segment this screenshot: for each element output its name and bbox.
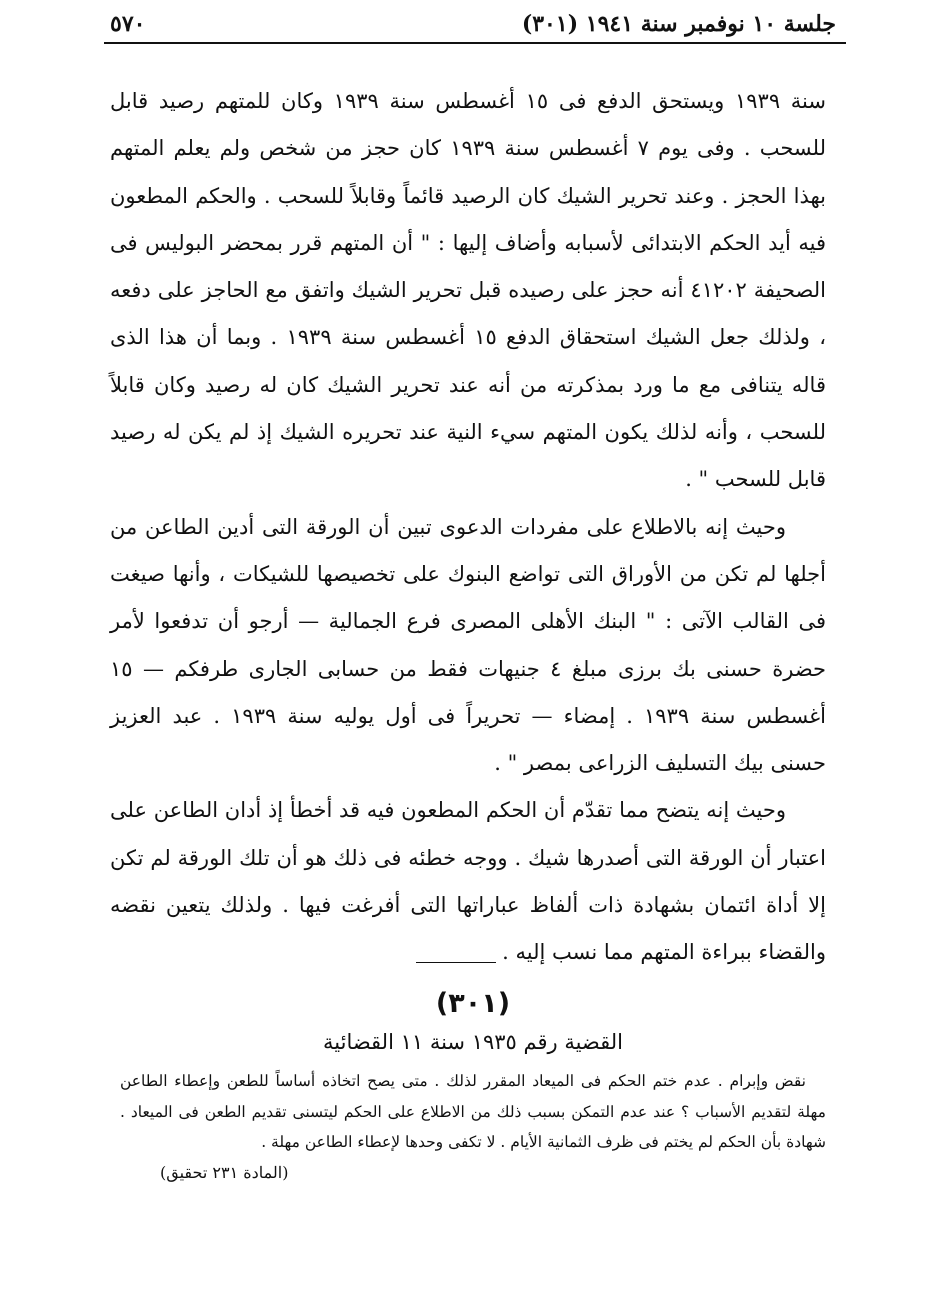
case-headnote (120, 1066, 826, 1188)
paragraph: وحيث إنه بالاطلاع على مفردات الدعوى تبين أن الورقة التى أدين الطاعن من أجلها لم تكن من الأوراق التى تواضع البنوك على تخصيصها للشيكات ، وأنها صيغت فى القالب الآتى : " البنك الأهلى المصرى فرع الجمالية — أرجو أن تدفعوا لأمر حضرة حسنى بك برزى مبلغ ٤ جنيهات فقط من حسابى الجارى طرفكم — ١٥ أغسطس سنة ١٩٣٩ . إمضاء — تحريراً فى أول يوليه سنة ١٩٣٩ . عبد العزيز حسنى بيك التسليف الزراعى بمصر " . (110, 514, 827, 776)
header-rule (104, 42, 846, 44)
article-reference: (المادة ٢٣١ تحقيق) (160, 1162, 289, 1182)
paragraph: وحيث إنه يتضح مما تقدّم أن الحكم المطعون فيه قد أخطأ إذ أدان الطاعن على اعتبار أن الورقة التى أصدرها شيك . ووجه خطئه فى ذلك هو أن تلك الورقة لم تكن إلا أداة ائتمان بشهادة ذات ألفاظ عباراتها التى أفرغت فيها . ولذلك يتعين نقضه والقضاء ببراءة المتهم مما نسب إليه . (110, 798, 826, 965)
paragraph-continued: سنة ١٩٣٩ ويستحق الدفع فى ١٥ أغسطس سنة ١٩٣٩ وكان للمتهم رصيد قابل للسحب . وفى يوم ٧ أغسطس سنة ١٩٣٩ كان حجز من شخص ولم يعلم المتهم بهذا الحجز . وعند تحرير الشيك كان الرصيد قائماً وقابلاً للسحب . والحكم المطعون فيه أيد الحكم الابتدائى لأسبابه وأضاف إليها : " أن المتهم قرر بمحضر البوليس فى الصحيفة ٤١٢٠٢ أنه حجز على رصيده قبل تحرير الشيك واتفق مع الحاجز على دفعه ، ولذلك جعل الشيك استحقاق الدفع ١٥ أغسطس سنة ١٩٣٩ . وبما أن هذا الذى قاله يتنافى مع ما ورد بمذكرته من أنه عند تحرير الشيك كان له رصيد وكان قابلاً للسحب ، وأنه لذلك يكون المتهم سيء النية عند تحريره الشيك إذ لم يكن له رصيد قابل للسحب " . (110, 89, 826, 492)
section-separator (416, 962, 496, 963)
case-reference: القضية رقم ١٩٣٥ سنة ١١ القضائية (323, 1030, 623, 1054)
body-text (110, 78, 826, 977)
case-number: (٣٠١) (435, 988, 511, 1019)
session-title: جلسة ١٠ نوفمبر سنة ١٩٤١ (٣٠١) (521, 11, 836, 37)
page-header (110, 8, 836, 40)
page-number: ٥٧٠ (110, 11, 146, 37)
headnote-text: نقض وإبرام . عدم ختم الحكم فى الميعاد المقرر لذلك . متى يصح اتخاذه أساساً للطعن وإعطاء الطاعن مهلة لتقديم الأسباب ؟ عند عدم التمكن بسبب ذلك من الاطلاع على الحكم ليتسنى تقديم الطعن فى الميعاد . شهادة بأن الحكم لم يختم فى ظرف الثمانية الأيام . لا تكفى وحدها لإعطاء الطاعن مهلة . (120, 1072, 826, 1151)
